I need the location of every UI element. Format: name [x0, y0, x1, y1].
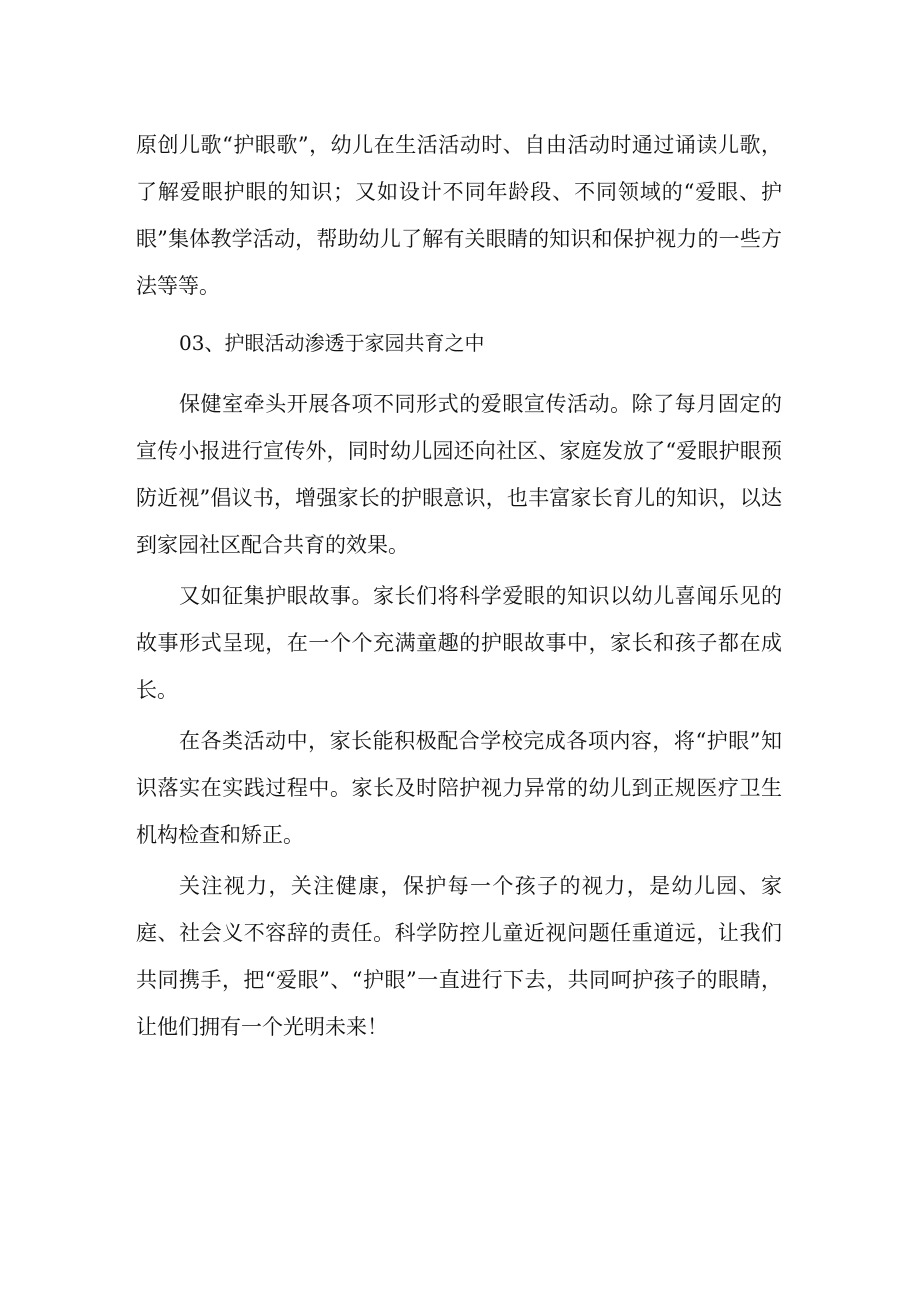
document-body [136, 122, 782, 1051]
section-heading-03: 03、护眼活动渗透于家园共育之中 [179, 331, 485, 355]
paragraph-nursery-rhyme: 原创儿歌“护眼歌”，幼儿在生活活动时、自由活动时通过诵读儿歌，了解爱眼护眼的知识；又如设计不同年龄段、不同领域的“爱眼、护眼”集体教学活动，帮助幼儿了解有关眼睛的知识和保护视力的一些方法等等。 [136, 133, 782, 298]
paragraph-conclusion: 关注视力，关注健康，保护每一个孩子的视力，是幼儿园、家庭、社会义不容辞的责任。科学防控儿童近视问题任重道远，让我们共同携手，把“爱眼”、“护眼”一直进行下去，共同呵护孩子的眼睛，让他们拥有一个光明未来！ [136, 874, 782, 1039]
paragraph-health-room-campaign: 保健室牵头开展各项不同形式的爱眼宣传活动。除了每月固定的宣传小报进行宣传外，同时幼儿园还向社区、家庭发放了“爱眼护眼预防近视”倡议书，增强家长的护眼意识，也丰富家长育儿的知识，以达到家园社区配合共育的效果。 [136, 392, 782, 557]
paragraph-eye-stories: 又如征集护眼故事。家长们将科学爱眼的知识以幼儿喜闻乐见的故事形式呈现，在一个个充满童趣的护眼故事中，家长和孩子都在成长。 [136, 584, 782, 702]
paragraph-parent-cooperation: 在各类活动中，家长能积极配合学校完成各项内容，将“护眼”知识落实在实践过程中。家长及时陪护视力异常的幼儿到正规医疗卫生机构检查和矫正。 [136, 729, 782, 847]
